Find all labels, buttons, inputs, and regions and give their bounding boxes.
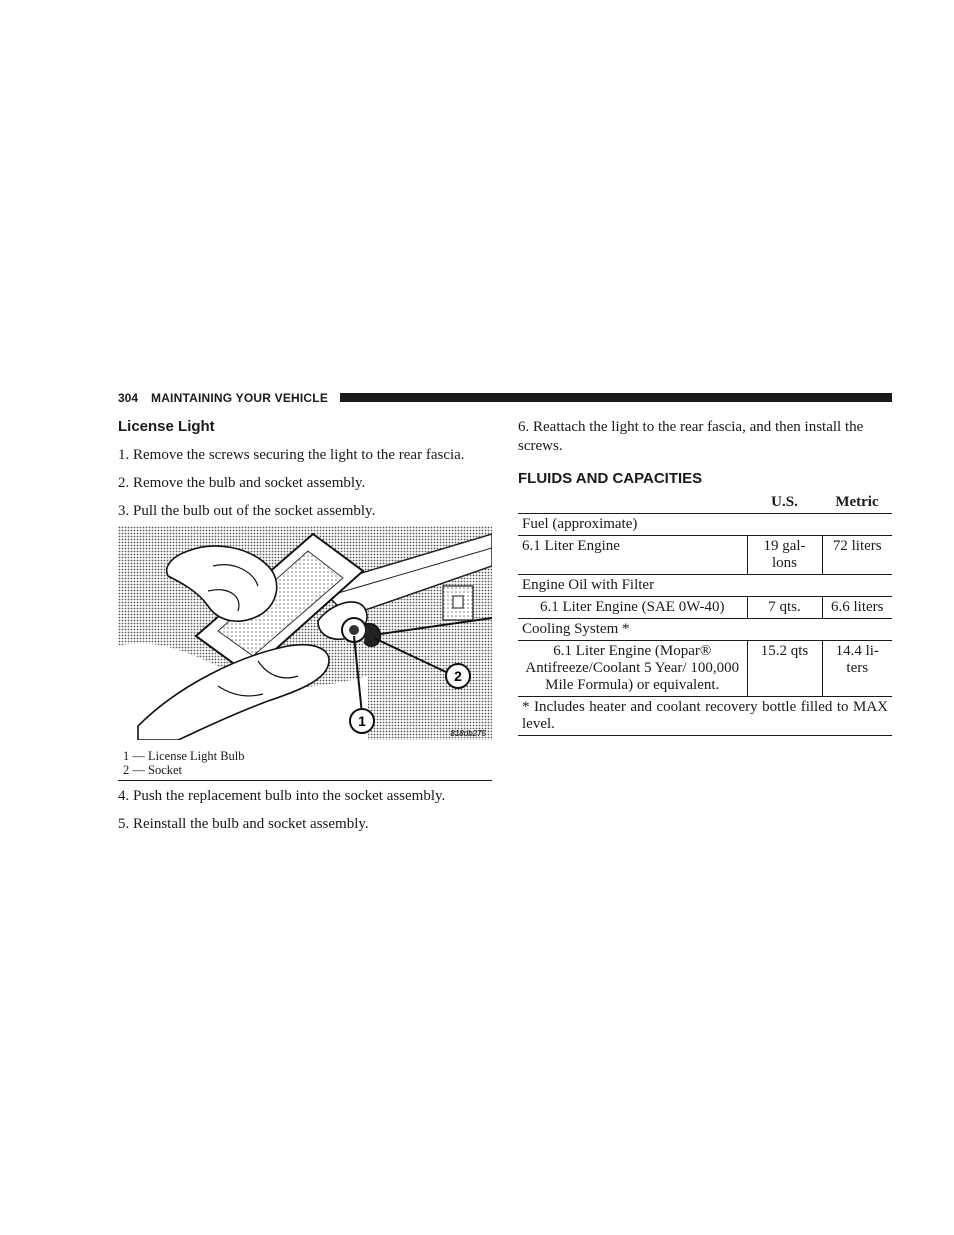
- callout-1: 1: [358, 713, 366, 729]
- fluids-table: [518, 492, 892, 736]
- cooling-engine: 6.1 Liter Engine (Mopar® Antifreeze/Coolant 5 Year/ 100,000 Mile Formula) or equivalent.: [518, 641, 747, 697]
- caption-2: 2 — Socket: [123, 763, 183, 777]
- header-bar: [340, 393, 892, 402]
- oil-engine: 6.1 Liter Engine (SAE 0W-40): [518, 597, 747, 619]
- callout-2: 2: [454, 668, 462, 684]
- page-header: [118, 389, 892, 407]
- step-5: 5. Reinstall the bulb and socket assembly.: [118, 816, 369, 832]
- step-1: 1. Remove the screws securing the light to the rear fascia.: [118, 447, 465, 463]
- license-light-heading: License Light: [118, 418, 215, 435]
- fuel-label: Fuel (approximate): [518, 514, 892, 536]
- col-metric-header: Metric: [835, 494, 879, 510]
- caption-rule: [118, 780, 492, 781]
- fluids-heading: FLUIDS AND CAPACITIES: [518, 470, 703, 487]
- cooling-label: Cooling System *: [522, 621, 630, 637]
- oil-label: Engine Oil with Filter: [522, 577, 655, 593]
- step-2: 2. Remove the bulb and socket assembly.: [118, 475, 366, 491]
- section-title: MAINTAINING YOUR VEHICLE: [151, 391, 329, 405]
- caption-1: 1 — License Light Bulb: [123, 749, 245, 763]
- table-footnote: * Includes heater and coolant recovery bottle filled to MAX level.: [518, 697, 892, 736]
- fuel-engine: 6.1 Liter Engine: [518, 536, 747, 575]
- oil-metric: 6.6 liters: [822, 597, 892, 619]
- cooling-us: 15.2 qts: [747, 641, 822, 697]
- fuel-metric: 72 liters: [822, 536, 892, 575]
- fuel-us: 19 gal-lons: [747, 536, 822, 575]
- oil-us: 7 qts.: [747, 597, 822, 619]
- figure-code: 818db275: [450, 729, 486, 738]
- cooling-metric: 14.4 li-ters: [822, 641, 892, 697]
- col-us-header: U.S.: [771, 494, 798, 510]
- step-6: 6. Reattach the light to the rear fascia, and then install the screws.: [518, 419, 864, 454]
- license-light-illustration: [118, 526, 492, 740]
- step-3: 3. Pull the bulb out of the socket assembly.: [118, 503, 376, 519]
- page-number: 304: [118, 391, 139, 405]
- step-4: 4. Push the replacement bulb into the socket assembly.: [118, 788, 446, 804]
